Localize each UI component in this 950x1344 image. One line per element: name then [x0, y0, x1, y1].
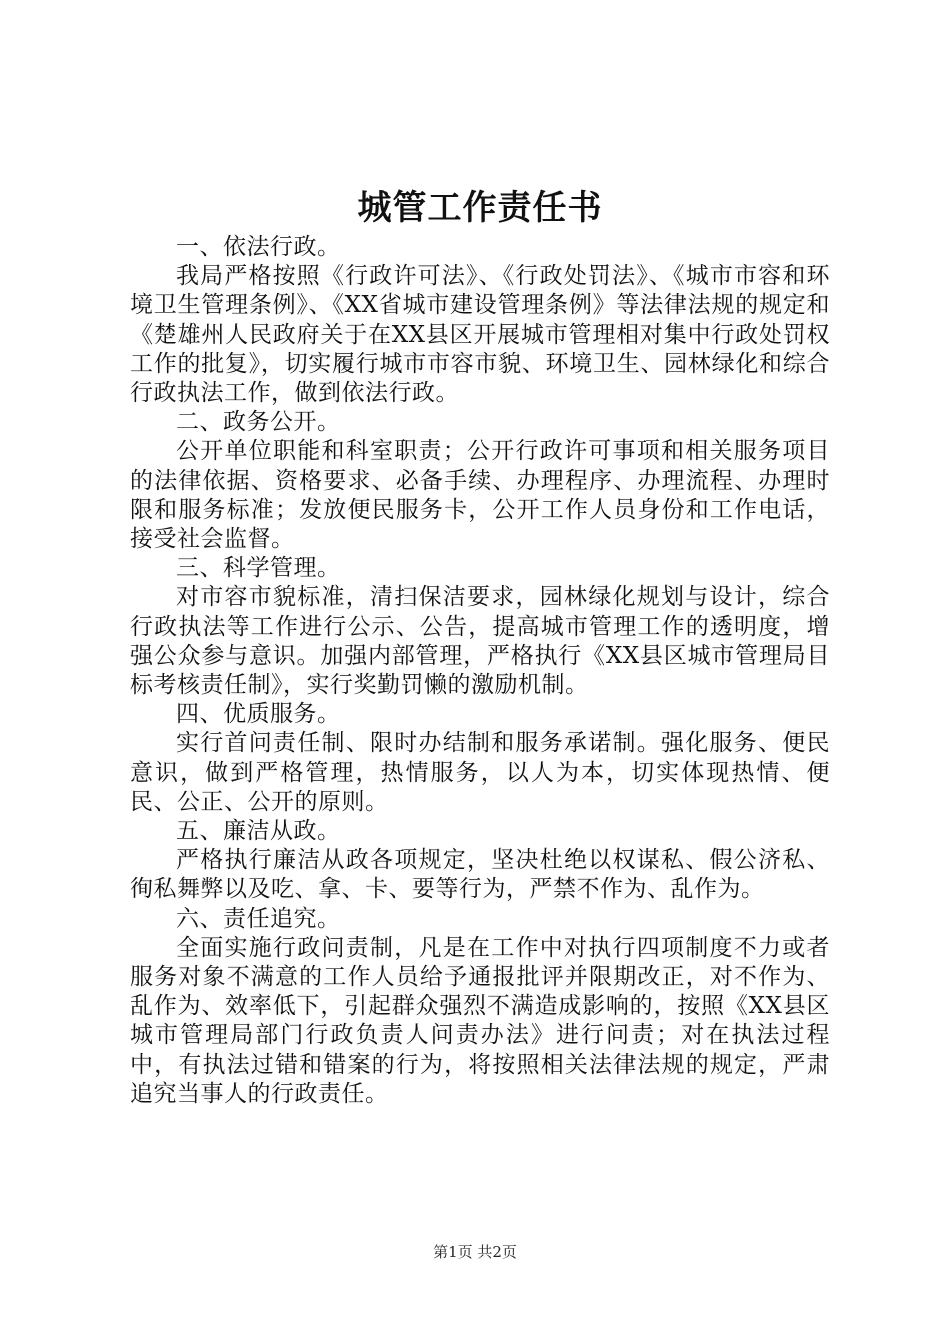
- section-paragraph: 严格执行廉洁从政各项规定，坚决杜绝以权谋私、假公济私、徇私舞弊以及吃、拿、卡、要等行为，严禁不作为、乱作为。: [130, 847, 830, 903]
- section-heading: 一、依法行政。: [176, 234, 341, 260]
- section-paragraph: 对市容市貌标准，清扫保洁要求，园林绿化规划与设计，综合行政执法等工作进行公示、公告，提高城市管理工作的透明度，增强公众参与意识。加强内部管理，严格执行《XX县区城市管理局目标考核责任制》，实行奖勤罚懒的激励机制。: [130, 584, 830, 699]
- section-heading: 二、政务公开。: [176, 409, 341, 436]
- section-paragraph: 我局严格按照《行政许可法》、《行政处罚法》、《城市市容和环境卫生管理条例》、《XX省城市建设管理条例》等法律法规的规定和《楚雄州人民政府关于在XX县区开展城市管理相对集中行政处罚权工作的批复》，切实履行城市市容市貌、环境卫生、园林绿化和综合行政执法工作，做到依法行政。: [130, 263, 830, 407]
- section-heading: 四、优质服务。: [176, 701, 341, 728]
- section-heading: 三、科学管理。: [176, 555, 341, 582]
- document-title: 城管工作责任书: [357, 188, 603, 228]
- section-paragraph: 公开单位职能和科室职责；公开行政许可事项和相关服务项目的法律依据、资格要求、必备手续、办理程序、办理流程、办理时限和服务标准；发放便民服务卡，公开工作人员身份和工作电话，接受社会监督。: [130, 438, 830, 553]
- page-footer: 第1页 共2页: [433, 1243, 517, 1261]
- section-heading: 五、廉洁从政。: [176, 818, 341, 845]
- section-heading: 六、责任追究。: [176, 905, 341, 932]
- section-paragraph: 全面实施行政问责制，凡是在工作中对执行四项制度不力或者服务对象不满意的工作人员给予通报批评并限期改正，对不作为、乱作为、效率低下，引起群众强烈不满造成影响的，按照《XX县区城市管理局部门行政负责人问责办法》进行问责；对在执法过程中，有执法过错和错案的行为，将按照相关法律法规的规定，严肃追究当事人的行政责任。: [130, 934, 830, 1107]
- section-paragraph: 实行首问责任制、限时办结制和服务承诺制。强化服务、便民意识，做到严格管理，热情服务，以人为本，切实体现热情、便民、公正、公开的原则。: [130, 730, 830, 815]
- document-body: [130, 233, 830, 1109]
- document-page: [130, 183, 830, 1109]
